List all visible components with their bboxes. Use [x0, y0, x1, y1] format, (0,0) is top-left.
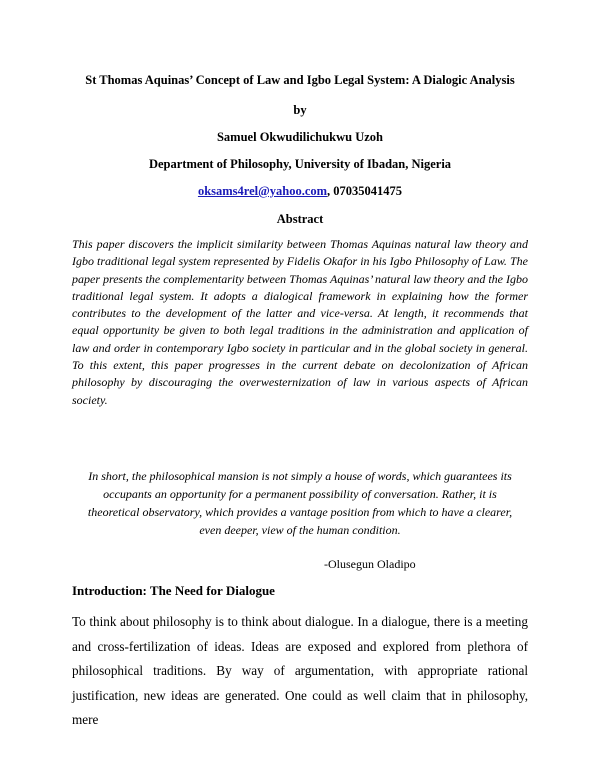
- by-line: by: [293, 103, 307, 117]
- introduction-text: To think about philosophy is to think about dialogue. In a dialogue, there is a meeting and cross-fertilization of ideas. Ideas are exposed and explored from plethora of philosophical traditions. By way of argumentation, with appropriate rational justification, new ideas are generated. One could as well claim that in philosophy, mere: [72, 614, 528, 727]
- author-name: Samuel Okwudilichukwu Uzoh: [216, 130, 384, 144]
- author-affiliation: Department of Philosophy, University of Ibadan, Nigeria: [148, 157, 452, 171]
- author-contact: [72, 184, 528, 199]
- epigraph-quote: In short, the philosophical mansion is not simply a house of words, which guarantees its occupants an opportunity for a permanent possibility of conversation. Rather, it is theoretical observatory, which provides a vantage position from which to have a clearer, even deeper, view of the human condition.: [87, 469, 513, 537]
- abstract-heading: Abstract: [276, 212, 324, 226]
- abstract-text: This paper discovers the implicit similarity between Thomas Aquinas natural law theory and Igbo traditional legal system represented by Fidelis Okafor in his Igbo Philosophy of Law. The paper presents the complementarity between Thomas Aquinas’ natural law theory and the Igbo traditional legal system. It adopts a dialogical framework in explaining how the former contributes to the development of the latter and vice-versa. At length, it recommends that equal opportunity be given to both legal traditions in the administration and application of law and order in contemporary Igbo society in particular and in the global society in general. To this extent, this paper progresses in the current debate on decolonization of African philosophy by discouraging the overwesternization of law in various aspects of African society.: [72, 237, 528, 407]
- introduction-heading: Introduction: The Need for Dialogue: [72, 583, 275, 598]
- phone-number: , 07035041475: [327, 184, 403, 198]
- paper-title: St Thomas Aquinas’ Concept of Law and Igbo Legal System: A Dialogic Analysis: [85, 73, 515, 87]
- epigraph-attribution: -Olusegun Oladipo: [324, 557, 416, 571]
- email-link[interactable]: oksams4rel@yahoo.com: [197, 184, 328, 198]
